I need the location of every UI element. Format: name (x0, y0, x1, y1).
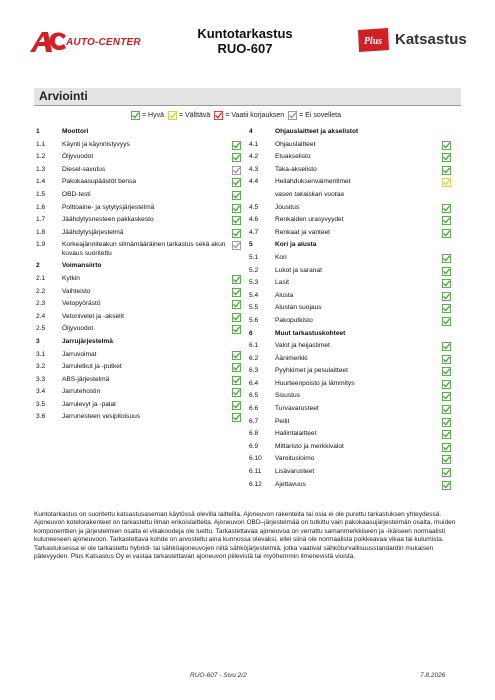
item-label: Ohjauslaitteet (275, 140, 316, 148)
item-number: 6.6 (249, 405, 259, 413)
inspection-row (249, 479, 461, 492)
item-number: 6.12 (249, 480, 262, 488)
section-heading-row (36, 260, 242, 273)
status-good-check-icon (232, 401, 241, 410)
status-good-check-icon (442, 355, 451, 364)
inspection-column-right (249, 126, 461, 491)
inspection-row (249, 353, 461, 366)
document-title (160, 26, 330, 56)
status-good-check-icon (232, 229, 241, 238)
footer-page-number: RUO-607 - Sivu 2/2 (190, 672, 247, 679)
plus-katsastus-logo (355, 26, 475, 54)
item-number: 2.2 (36, 287, 46, 295)
section-title: Arviointi (39, 89, 88, 103)
inspection-row (36, 189, 242, 202)
status-good-check-icon (442, 279, 451, 288)
legend-label: = Vaatii korjauksen (225, 112, 285, 119)
item-number: 4.1 (249, 140, 259, 148)
item-label: Voimansiirto (62, 262, 102, 270)
item-number: 3.3 (36, 375, 46, 383)
inspection-row (249, 151, 461, 164)
item-label: Sisustus (275, 392, 300, 400)
item-number: 1.6 (36, 203, 46, 211)
status-good-check-icon (442, 229, 451, 238)
item-label: Valot ja heijastimet (275, 342, 330, 350)
item-number: 2.1 (36, 274, 46, 282)
page-header (0, 0, 495, 70)
status-good-check-icon (442, 342, 451, 351)
item-label: ABS-järjestelmä (62, 375, 110, 383)
title-line-2: RUO-607 (217, 41, 273, 56)
inspection-row (36, 298, 242, 311)
item-label: Taka-akselisto (275, 165, 317, 173)
item-label: Jäähdytysnesteen pakkaskesto (62, 216, 154, 224)
item-label: Jarruvoimat (62, 350, 97, 358)
item-number: 1.2 (36, 153, 46, 161)
item-number: 5 (249, 241, 253, 249)
item-label: Muut tarkastuskohteet (275, 329, 346, 337)
inspection-row (249, 315, 461, 328)
item-number: 1.4 (36, 178, 46, 186)
disclaimer-paragraph: Kuntotarkastus on suoritettu katsastusaseman käytössä olevilla laitteilla. Ajoneuvon rakenteita tai osia ei ole purettu tarkastuksen yhteydessä. Ajoneuvon kotelorakenteet on tarkastettu ilman erikoislaitteita. Ajoneuvon OBD–järjestelmää on tutkittu vain pakokaasujärjestelmän osalta, muiden komponenttien ja järjestelmien osalta ei vikakoodeja ole luettu. Tarkastettavaa ajoneuvoa on verrattu samanmerkkiseen ja -ikäiseen normaalisti kuluneeseen ajoneuvoon. Tarkastettava kohde on arvosteltu aina kunnossa olevaksi, ellei siinä ole normaalista poikkeavaa vikaa tai kulumista. Tarkastuksessa ei ole tarkastettu hybridi- tai sähköajoneuvojen niitä sähköjärjestelmiä, jotka vaativat sähköturvallisuusstandardin mukaisen pätevyyden. Plus Katsastus Oy ei vastaa tarkastettavan ajoneuvon piilevistä tai myöhemmin ilmenevistä vioista. (34, 511, 456, 561)
item-number: 1.5 (36, 190, 46, 198)
status-good-check-icon (232, 191, 241, 200)
item-number: 3.6 (36, 413, 46, 421)
inspection-row (249, 340, 461, 353)
legend-fair-check-icon (168, 111, 177, 120)
status-na-check-icon (232, 166, 241, 175)
item-label: Alustan suojaus (275, 304, 322, 312)
item-number: 4.3 (249, 165, 259, 173)
item-number: 2.5 (36, 325, 46, 333)
inspection-row (249, 403, 461, 416)
item-number: 3.5 (36, 400, 46, 408)
item-label: Varoitusloimo (275, 455, 315, 463)
item-number: 1.9 (36, 241, 46, 249)
status-good-check-icon (442, 468, 451, 477)
item-number: 6.5 (249, 392, 259, 400)
item-label: Vetopyörästö (62, 300, 101, 308)
item-number: 6.3 (249, 367, 259, 375)
item-number: 3.2 (36, 363, 46, 371)
item-number: 1 (36, 128, 40, 135)
status-good-check-icon (442, 141, 451, 150)
status-good-check-icon (232, 388, 241, 397)
inspection-row (36, 164, 242, 177)
status-good-check-icon (232, 300, 241, 309)
item-label: Jousitus (275, 203, 300, 211)
item-number: 4.5 (249, 203, 259, 211)
item-label: Hallintalaitteet (275, 430, 317, 438)
status-good-check-icon (442, 443, 451, 452)
item-number: 2.3 (36, 300, 46, 308)
item-number: 6.1 (249, 342, 259, 350)
item-number: 4.7 (249, 228, 259, 236)
status-na-check-icon (232, 241, 241, 250)
footer-date: 7.8.2026 (420, 672, 446, 679)
status-legend (131, 111, 345, 122)
inspection-row (36, 411, 242, 424)
item-label: Kori ja alusta (275, 241, 317, 249)
status-good-check-icon (232, 153, 241, 162)
inspection-row (36, 139, 242, 152)
inspection-row (36, 151, 242, 164)
item-label: Jarruletkut ja -putket (62, 363, 122, 371)
status-good-check-icon (442, 405, 451, 414)
section-heading-row (249, 328, 461, 341)
title-line-1: Kuntotarkastus (197, 26, 293, 41)
status-good-check-icon (232, 351, 241, 360)
item-number: 6.11 (249, 468, 262, 476)
remark-row (249, 189, 461, 202)
status-good-check-icon (442, 292, 451, 301)
item-number: 3 (36, 337, 40, 345)
item-label: Öljyvuodot (62, 153, 94, 161)
plus-badge-text: Plus (363, 36, 383, 47)
status-good-check-icon (442, 380, 451, 389)
status-good-check-icon (232, 216, 241, 225)
status-good-check-icon (442, 254, 451, 263)
section-header-arviointi (34, 88, 461, 106)
item-label: Diesel-savutus (62, 165, 106, 173)
item-label: OBD-testi (62, 190, 91, 198)
inspection-row (36, 386, 242, 399)
inspection-row (36, 214, 242, 227)
legend-item-fair (168, 111, 210, 120)
item-number: 4.2 (249, 153, 259, 161)
item-number: 5.2 (249, 266, 259, 274)
section-heading-row (36, 126, 242, 139)
status-good-check-icon (442, 304, 451, 313)
item-number: 1.1 (36, 140, 46, 148)
inspection-row (249, 265, 461, 278)
item-label: Pakoputkisto (275, 316, 313, 324)
legend-bad-check-icon (214, 111, 223, 120)
inspection-row (249, 365, 461, 378)
item-number: 3.4 (36, 388, 46, 396)
section-heading-row (249, 239, 461, 252)
legend-label: = Ei sovelleta (299, 112, 341, 119)
status-good-check-icon (442, 455, 451, 464)
item-label: Polttoaine- ja sytytysjärjestelmä (62, 203, 155, 211)
legend-item-bad (214, 111, 284, 120)
inspection-row (36, 311, 242, 324)
plus-badge-icon (355, 26, 391, 54)
item-label: Renkaat ja vanteet (275, 228, 330, 236)
item-number: 6.10 (249, 455, 262, 463)
inspection-column-left (36, 126, 242, 424)
item-number: 4 (249, 128, 253, 135)
item-label: Etuakselisto (275, 153, 311, 161)
status-good-check-icon (232, 275, 241, 284)
status-good-check-icon (232, 288, 241, 297)
legend-label: = Hyvä (142, 112, 164, 119)
legend-na-check-icon (288, 111, 297, 120)
inspection-row (249, 277, 461, 290)
inspection-row (36, 286, 242, 299)
inspection-row (249, 176, 461, 189)
legend-label: = Välttävä (178, 112, 211, 119)
inspection-row (249, 453, 461, 466)
status-good-check-icon (232, 313, 241, 322)
status-good-check-icon (442, 166, 451, 175)
auto-center-mark-icon (28, 30, 68, 54)
inspection-row (36, 374, 242, 387)
item-label: Kori (275, 253, 287, 261)
item-number: 3.1 (36, 350, 46, 358)
item-label: Jarrutehostin (62, 388, 101, 396)
status-good-check-icon (442, 216, 451, 225)
inspection-row (249, 139, 461, 152)
item-label: Kytkin (62, 274, 80, 282)
status-good-check-icon (442, 267, 451, 276)
item-label: Renkaiden urasyvyydet (275, 216, 344, 224)
item-number: 6.8 (249, 430, 259, 438)
inspection-row (249, 214, 461, 227)
status-good-check-icon (232, 363, 241, 372)
item-label: Jäähdytysjärjestelmä (62, 228, 124, 236)
item-number: 4.4 (249, 178, 259, 186)
inspection-row (249, 428, 461, 441)
item-label: Jarrunesteen vesipitoisuus (62, 413, 141, 421)
inspection-row (36, 399, 242, 412)
status-good-check-icon (232, 178, 241, 187)
item-label: Öljyvuodot (62, 325, 94, 333)
item-number: 5.3 (249, 279, 259, 287)
item-number: 2 (36, 262, 40, 270)
item-number: 4.6 (249, 216, 259, 224)
status-good-check-icon (442, 430, 451, 439)
status-good-check-icon (232, 413, 241, 422)
inspection-row (249, 441, 461, 454)
inspection-row (249, 466, 461, 479)
item-number: 6.4 (249, 379, 259, 387)
inspection-row (249, 227, 461, 240)
auto-center-logo-text: AUTO-CENTER (66, 37, 141, 48)
section-heading-row (36, 336, 242, 349)
inspection-row (249, 202, 461, 215)
status-good-check-icon (442, 367, 451, 376)
item-label: Jarrulevyt ja -palat (62, 400, 116, 408)
status-good-check-icon (442, 481, 451, 490)
item-number: 5.6 (249, 316, 259, 324)
item-number: 6.9 (249, 442, 259, 450)
inspection-row (36, 361, 242, 374)
status-good-check-icon (232, 141, 241, 150)
status-good-check-icon (442, 204, 451, 213)
inspection-row (36, 227, 242, 240)
item-label: Käynti ja käynnistyvyys (62, 140, 130, 148)
item-label: Moottori (62, 128, 89, 135)
item-label: Lasit (275, 279, 289, 287)
inspection-row (249, 290, 461, 303)
item-label: Vaihteisto (62, 287, 91, 295)
status-good-check-icon (442, 392, 451, 401)
inspection-row (249, 302, 461, 315)
inspection-row (36, 239, 242, 260)
item-number: 6.2 (249, 354, 259, 362)
item-number: 1.8 (36, 228, 46, 236)
status-good-check-icon (442, 418, 451, 427)
item-label: Peilit (275, 417, 290, 425)
status-good-check-icon (442, 153, 451, 162)
item-label: Lukot ja saranat (275, 266, 322, 274)
item-label: Mittaristo ja merkkivalot (275, 442, 344, 450)
item-number: 2.4 (36, 312, 46, 320)
item-label: Heilahduksenvaimentimet (275, 178, 351, 186)
legend-item-good (131, 111, 164, 120)
item-label: Vetonivelet ja -akselit (62, 312, 124, 320)
inspection-row (36, 349, 242, 362)
inspection-row (249, 378, 461, 391)
inspection-row (249, 164, 461, 177)
auto-center-logo (28, 30, 148, 54)
status-fair-check-icon (442, 178, 451, 187)
legend-item-na (288, 111, 341, 120)
item-label: Turvavarusteet (275, 405, 319, 413)
item-label: Ohjauslaitteet ja akselistot (275, 128, 359, 135)
inspection-row (36, 202, 242, 215)
item-label: Huurteenpoisto ja lämmitys (275, 379, 355, 387)
item-number: 6 (249, 329, 253, 337)
section-heading-row (249, 126, 461, 139)
item-number: 1.3 (36, 165, 46, 173)
inspection-row (36, 176, 242, 189)
item-number: 5.1 (249, 253, 259, 261)
inspection-row (249, 390, 461, 403)
status-good-check-icon (232, 376, 241, 385)
inspection-row (249, 252, 461, 265)
plus-logo-text: Katsastus (395, 31, 467, 48)
status-good-check-icon (442, 317, 451, 326)
item-number: 1.7 (36, 216, 46, 224)
inspection-row (36, 273, 242, 286)
item-label: Lisävarusteet (275, 468, 315, 476)
status-good-check-icon (232, 204, 241, 213)
item-label: Ajettavuus (275, 480, 306, 488)
item-number: 6.7 (249, 417, 259, 425)
item-label: vasen takaiskari vuotaa (275, 190, 344, 198)
item-label: Äänimerkki (275, 354, 308, 362)
item-label: Alusta (275, 291, 294, 299)
item-label: Pakokaasupäästöt bensa (62, 178, 137, 186)
item-label: Jarrujärjestelmä (62, 337, 113, 345)
inspection-row (249, 416, 461, 429)
legend-good-check-icon (131, 111, 140, 120)
item-label: Pyyhkimet ja pesulaitteet (275, 367, 348, 375)
item-label: Korkeajänniteakun silmämääräinen tarkastus sekä akun kuvaus suoritettu (62, 241, 226, 257)
item-number: 5.4 (249, 291, 259, 299)
status-good-check-icon (232, 325, 241, 334)
inspection-row (36, 323, 242, 336)
item-number: 5.5 (249, 304, 259, 312)
